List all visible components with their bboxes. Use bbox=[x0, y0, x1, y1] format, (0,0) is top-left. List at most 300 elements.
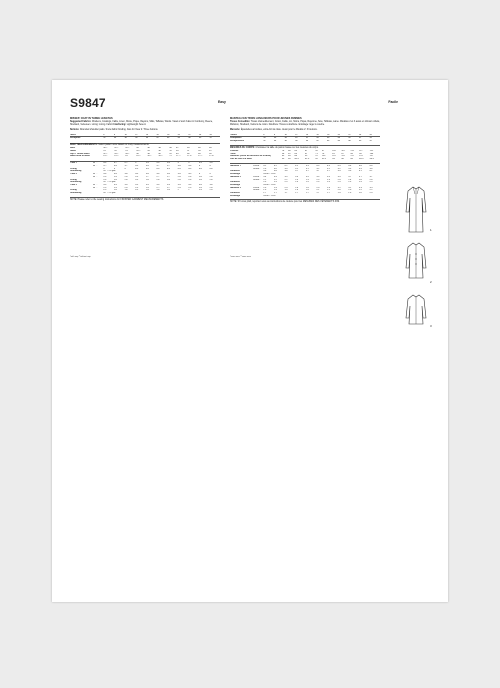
table-cell: 16 bbox=[316, 134, 327, 137]
table-cell: 2.5 bbox=[263, 181, 267, 184]
table-cell: 3.3 bbox=[348, 167, 352, 170]
row-label: Back-neck to waist bbox=[70, 155, 90, 158]
table-cell: 102 bbox=[332, 149, 336, 152]
row-sublabel: 115cm** bbox=[252, 165, 261, 168]
table-cell: 4 bbox=[113, 167, 116, 170]
french-fabrics bbox=[230, 121, 380, 127]
table-cell: 2⅝ bbox=[188, 178, 192, 181]
table-cell: 2.5 bbox=[316, 181, 320, 184]
table-cell: 33½ bbox=[114, 152, 119, 155]
table-cell: 32 bbox=[103, 137, 106, 140]
table-cell: 18 bbox=[327, 134, 338, 137]
table-cell: 5⅛ bbox=[209, 162, 213, 165]
table-cell: 4 bbox=[124, 167, 126, 170]
row-sublabel: 45"** bbox=[92, 162, 98, 165]
table-cell: 2.9 bbox=[273, 186, 277, 189]
table-cell: 3.2 bbox=[316, 167, 320, 170]
body-text: Choisissez la taille du patron basée sur les mesures du corps. bbox=[255, 147, 319, 150]
table-cell: 38 bbox=[147, 152, 150, 155]
table-cell: 40.5 bbox=[294, 158, 299, 161]
table-cell: 39 bbox=[198, 149, 201, 152]
table-cell: 3⅝ bbox=[103, 173, 107, 176]
table-cell: 1.9 bbox=[263, 189, 267, 192]
table-cell: 2.2 bbox=[369, 189, 373, 192]
table-cell: 83 bbox=[294, 149, 297, 152]
interfacing-label: Interfacing: bbox=[113, 123, 127, 126]
table-cell: 34 bbox=[273, 140, 277, 143]
table-cell: 2⅛ bbox=[188, 186, 192, 189]
table-cell: 2.2 bbox=[263, 178, 267, 181]
table-cell: 99 bbox=[359, 152, 362, 155]
table-cell: 88 bbox=[294, 155, 297, 158]
table-cell: 117 bbox=[359, 149, 363, 152]
table-cell: 4¾ bbox=[124, 162, 128, 165]
row-label: Entoilage bbox=[230, 173, 241, 176]
french-notions bbox=[230, 129, 380, 132]
table-cell: 16 bbox=[125, 155, 128, 158]
english-column bbox=[70, 118, 220, 201]
table-cell: 4⅜ bbox=[188, 167, 192, 170]
row-label: Entoilage bbox=[230, 183, 241, 186]
short-coat-icon bbox=[404, 292, 428, 332]
table-cell: 14 bbox=[146, 134, 157, 137]
table-cell: 2⅛ bbox=[135, 186, 139, 189]
table-cell: 2 bbox=[177, 189, 179, 192]
table-cell: 4⅝ bbox=[198, 167, 202, 170]
row-sublabel: 150cm** bbox=[252, 178, 261, 181]
table-cell: 26½ bbox=[136, 149, 141, 152]
table-cell: 42 bbox=[176, 147, 179, 150]
table-cell: 5⅛ bbox=[156, 162, 160, 165]
table-cell: 4.2 bbox=[284, 165, 288, 168]
english-measurement-table bbox=[70, 147, 220, 158]
table-cell: 40 bbox=[145, 137, 149, 140]
table-cell: 52 bbox=[209, 137, 212, 140]
table-cell: 1.9 bbox=[305, 189, 309, 192]
row-sublabel: 60"** bbox=[92, 165, 98, 168]
english-title: MISSES' COAT IN THREE LENGTHS bbox=[70, 117, 113, 120]
table-cell: 2⅜ bbox=[198, 186, 202, 189]
row-label: Doublure bbox=[230, 170, 240, 173]
table-cell: 44 bbox=[341, 158, 344, 161]
table-cell: 46 bbox=[177, 137, 180, 140]
table-cell: 23 bbox=[103, 149, 106, 152]
fabrics-text: Woolens, Coatings, Faille, Linen, Moire, Pique, Rayons, Silks, Taffetas, Wools. Views 2 and 3 also in Corduroy, Fleece, Shetland, Velveteen. Lining: Lining. Fabric bbox=[70, 120, 213, 126]
table-cell: 2⅜ bbox=[209, 186, 213, 189]
table-cell: 41.5 bbox=[304, 158, 310, 161]
row-label: Interfacing bbox=[70, 181, 82, 184]
table-cell: 102 bbox=[321, 155, 326, 158]
table-cell: 3⅝ bbox=[135, 173, 139, 176]
table-cell: 44 bbox=[350, 158, 353, 161]
table-cell: 2.5 bbox=[295, 181, 299, 184]
table-cell: 3⅝ bbox=[124, 173, 128, 176]
table-cell: 3.4 bbox=[273, 175, 277, 178]
table-cell: 5⅛ bbox=[198, 162, 202, 165]
table-cell: 3.6 bbox=[273, 170, 277, 173]
row-sublabel bbox=[93, 137, 104, 140]
table-cell: 1.9 bbox=[295, 189, 299, 192]
table-cell: 3⅝ bbox=[198, 183, 202, 186]
table-cell: 3½ bbox=[124, 165, 128, 168]
table-cell: 38 bbox=[158, 147, 161, 150]
table-cell: 26 bbox=[209, 134, 220, 137]
table-cell: 36 bbox=[147, 147, 150, 150]
table-cell: 2¼ bbox=[156, 186, 160, 189]
table-cell: 3⅛ bbox=[124, 183, 128, 186]
table-cell: 16½ bbox=[147, 155, 152, 158]
table-cell: 48 bbox=[337, 137, 340, 140]
table-cell: 2.5 bbox=[284, 181, 288, 184]
table-cell: 3.0 bbox=[273, 167, 277, 170]
table-cell: 2.3 bbox=[295, 178, 299, 181]
table-cell: 67 bbox=[304, 152, 308, 155]
table-cell: 3.6 bbox=[284, 170, 288, 173]
table-cell: 17¼ bbox=[176, 155, 181, 158]
row-label: Hip 9" below waist bbox=[70, 152, 90, 155]
table-cell: 34 bbox=[113, 137, 117, 140]
table-cell: 76 bbox=[321, 152, 325, 155]
table-cell: 3.5 bbox=[358, 167, 362, 170]
row-sublabel bbox=[253, 140, 264, 143]
table-cell: 2⅛ bbox=[145, 186, 149, 189]
table-cell: 3.4 bbox=[263, 175, 267, 178]
table-cell: 3⅞ bbox=[166, 173, 170, 176]
table-cell: 15½ bbox=[103, 155, 108, 158]
table-cell: 3⅛ bbox=[156, 183, 160, 186]
table-cell: 44 bbox=[316, 137, 319, 140]
table-cell: 2.5 bbox=[369, 181, 373, 184]
table-cell: 2.3 bbox=[326, 178, 330, 181]
french-yardage bbox=[230, 163, 380, 197]
table-cell: 32 bbox=[169, 149, 172, 152]
row-label: Entoilage bbox=[230, 194, 241, 197]
table-cell: 4.2 bbox=[273, 165, 277, 168]
table-cell: 1⅞ bbox=[124, 189, 128, 192]
table-cell: 44 bbox=[176, 152, 179, 155]
table-cell: 58 bbox=[281, 152, 285, 155]
table-cell: 3⅜ bbox=[145, 165, 149, 168]
table-cell: 92 bbox=[304, 155, 308, 158]
english-size-table bbox=[70, 134, 220, 140]
table-cell: 2⅜ bbox=[124, 175, 128, 178]
table-cell: 44 bbox=[326, 140, 330, 143]
table-cell: 2.1 bbox=[316, 189, 320, 192]
table-cell: 64 bbox=[294, 152, 297, 155]
table-cell: 38 bbox=[135, 137, 138, 140]
table-cell: 3.3 bbox=[358, 186, 362, 189]
table-cell: 2.4 bbox=[337, 178, 341, 181]
table-cell: 16 bbox=[156, 134, 167, 137]
table-cell: 51cm - 1.1m bbox=[263, 183, 276, 186]
table-cell: 112 bbox=[350, 149, 354, 152]
table-cell: 1⅞ bbox=[166, 189, 170, 192]
coat-view-3-drawing bbox=[402, 292, 440, 344]
table-cell: 2.2 bbox=[284, 178, 288, 181]
table-cell: 32½ bbox=[103, 152, 108, 155]
table-cell: 2.9 bbox=[284, 186, 288, 189]
table-cell: 1.9 bbox=[337, 192, 341, 195]
table-cell: 3⅝ bbox=[145, 173, 149, 176]
table-cell: 44 bbox=[166, 137, 170, 140]
row-sublabel: 45"** bbox=[92, 173, 98, 176]
row-sublabel bbox=[253, 195, 264, 198]
table-cell: 112 bbox=[341, 155, 345, 158]
table-cell: 10 bbox=[284, 134, 295, 137]
table-cell: 4.6 bbox=[348, 165, 352, 168]
table-cell: 2.5 bbox=[305, 181, 309, 184]
french-note: NOTE: S'il vous plaît, reportez-vous au instructions de couture pour les MESURES DES VÊTEMENTS FINI. bbox=[230, 199, 380, 204]
row-label: Européennes bbox=[230, 140, 245, 143]
french-title: MANTEAU EN TROIS LONGUEURS POUR JEUNES FEMMES bbox=[230, 117, 302, 120]
row-label: Coat 3 bbox=[70, 183, 77, 186]
table-cell: 4⅛ bbox=[145, 167, 149, 170]
table-cell: 2¼ bbox=[166, 186, 170, 189]
table-cell: 16¾ bbox=[158, 155, 163, 158]
table-cell: 18 bbox=[167, 134, 178, 137]
table-cell: 4.1 bbox=[358, 170, 362, 173]
sheet-header bbox=[70, 96, 430, 116]
table-cell: 1⅞ bbox=[103, 189, 107, 192]
table-cell: 32½ bbox=[125, 147, 130, 150]
row-sublabel: 60"** bbox=[92, 175, 98, 178]
fabrics-label: Tissus Conseillés: bbox=[230, 120, 251, 123]
table-cell: 2.2 bbox=[273, 178, 277, 181]
table-cell: 48 bbox=[198, 152, 201, 155]
body-title: BODY MEASUREMENTS: bbox=[70, 144, 98, 147]
table-cell: 87 bbox=[304, 149, 308, 152]
table-cell: 42 bbox=[315, 158, 318, 161]
table-cell: 3⅛ bbox=[113, 183, 117, 186]
table-cell: 2½ bbox=[166, 175, 170, 178]
row-label: Taille bbox=[230, 152, 236, 155]
table-cell: 4¾ bbox=[113, 162, 117, 165]
row-label: Interfacing bbox=[70, 170, 82, 173]
table-cell: 46 bbox=[198, 147, 201, 150]
table-cell: 3.9 bbox=[337, 170, 341, 173]
table-cell: 4⅜ bbox=[177, 167, 181, 170]
table-cell: 2⅝ bbox=[145, 178, 149, 181]
table-cell: 4.2 bbox=[295, 165, 299, 168]
table-cell: 8 bbox=[114, 134, 125, 137]
table-cell: 3.7 bbox=[295, 170, 299, 173]
table-cell: 1.7 bbox=[284, 192, 288, 195]
table-cell: 3.5 bbox=[305, 175, 309, 178]
table-cell: 4 bbox=[103, 167, 105, 170]
notions-label: Mercerie: bbox=[230, 128, 241, 131]
table-cell: 4 bbox=[198, 165, 201, 168]
table-cell: 3⅝ bbox=[209, 183, 213, 186]
table-cell: 2.0 bbox=[358, 192, 362, 195]
table-cell: 20" - 1⅛ yds. bbox=[103, 192, 117, 195]
table-cell: 3¼ bbox=[103, 165, 107, 168]
table-cell: 14 bbox=[306, 134, 317, 137]
table-cell: 42 bbox=[156, 137, 159, 140]
table-cell: 78 bbox=[281, 149, 285, 152]
table-cell: 1.7 bbox=[295, 192, 299, 195]
table-cell: 17½ bbox=[198, 155, 203, 158]
table-cell: 3⅛ bbox=[145, 183, 149, 186]
table-cell: 3.1 bbox=[305, 167, 309, 170]
table-cell: 2.3 bbox=[305, 178, 309, 181]
table-cell: 2⅜ bbox=[103, 175, 107, 178]
table-cell: 12 bbox=[295, 134, 306, 137]
body-text: Select pattern size based on body measurements. bbox=[98, 144, 150, 147]
coat-view-1-drawing bbox=[402, 184, 440, 236]
table-cell: 3⅝ bbox=[177, 165, 181, 168]
table-cell: 50 bbox=[358, 140, 362, 143]
table-cell: 34 bbox=[263, 137, 266, 140]
table-cell: 2⅜ bbox=[135, 175, 139, 178]
table-cell: 42.5 bbox=[321, 158, 327, 161]
table-cell: 122 bbox=[359, 155, 363, 158]
row-label: Coat 1 bbox=[70, 162, 77, 165]
table-cell: 3.7 bbox=[326, 170, 330, 173]
english-yardage bbox=[70, 161, 220, 195]
table-cell: 24 bbox=[114, 149, 117, 152]
table-cell: 16¼ bbox=[136, 155, 141, 158]
table-cell: 92 bbox=[315, 149, 318, 152]
english-footnote: *with nap **without nap bbox=[70, 256, 91, 258]
table-cell: 3⅜ bbox=[188, 183, 192, 186]
table-cell: 3.0 bbox=[284, 167, 288, 170]
table-cell: 1.7 bbox=[263, 192, 267, 195]
table-cell: 2.6 bbox=[369, 178, 373, 181]
table-cell: 3½ bbox=[156, 165, 160, 168]
row-label: Françaises bbox=[230, 137, 242, 140]
table-cell: 3.1 bbox=[295, 167, 299, 170]
table-cell: 2.1 bbox=[326, 189, 330, 192]
table-cell: 97 bbox=[315, 155, 318, 158]
table-cell: 2.5 bbox=[337, 181, 341, 184]
notions-text: Rounded shoulder pads. Snow fabric binding. Also for View 2: Three buttons. bbox=[79, 128, 159, 131]
table-cell: 2.5 bbox=[358, 181, 362, 184]
table-cell: 20 bbox=[337, 134, 348, 137]
table-cell: 20" - 1⅛ yds. bbox=[103, 170, 117, 173]
row-label: Poitrine bbox=[230, 149, 239, 152]
notions-text: Épaulettes arrondies, extra-fort de tissu. Aussi pour le Modèle 2: 3 boutons. bbox=[240, 128, 318, 131]
table-cell: 3.7 bbox=[305, 170, 309, 173]
table-cell: 41 bbox=[209, 149, 212, 152]
table-cell: 94 bbox=[350, 152, 353, 155]
table-cell: 5 bbox=[188, 162, 190, 165]
table-row bbox=[70, 192, 220, 195]
table-cell: 4.2 bbox=[263, 165, 267, 168]
table-cell: 2⅝ bbox=[209, 178, 213, 181]
table-cell: 46 bbox=[326, 137, 330, 140]
table-cell: 39 bbox=[281, 158, 285, 161]
table-cell: 3.5 bbox=[316, 175, 320, 178]
table-cell: 2.5 bbox=[326, 181, 330, 184]
table-cell: 44 bbox=[187, 147, 190, 150]
table-cell: 2.3 bbox=[316, 178, 320, 181]
table-cell: 2.0 bbox=[348, 189, 352, 192]
french-size-table bbox=[230, 134, 380, 143]
table-cell: 97 bbox=[321, 149, 325, 152]
table-cell: 4.6 bbox=[358, 165, 362, 168]
table-cell: 3.2 bbox=[326, 167, 330, 170]
table-cell: 26 bbox=[369, 134, 380, 137]
interfacing-text: Lightweight Sew-in bbox=[126, 123, 146, 126]
row-label: Manteau 3 bbox=[230, 186, 241, 189]
table-cell: 3⅜ bbox=[113, 165, 117, 168]
table-cell: 2 bbox=[188, 189, 190, 192]
table-cell: 50 bbox=[198, 137, 202, 140]
table-cell: 30½ bbox=[103, 147, 108, 150]
table-cell: 3½ bbox=[166, 165, 170, 168]
table-cell: 3⅛ bbox=[166, 183, 170, 186]
table-cell: 46 bbox=[337, 140, 340, 143]
table-cell: 2⅛ bbox=[177, 186, 181, 189]
table-cell: 48 bbox=[188, 137, 191, 140]
table-row bbox=[230, 158, 380, 161]
table-cell: 4⅝ bbox=[209, 167, 213, 170]
row-sublabel bbox=[93, 155, 104, 158]
table-cell: 3.5 bbox=[284, 175, 288, 178]
table-cell: 10 bbox=[124, 134, 135, 137]
row-sublabel: 60"** bbox=[92, 186, 98, 189]
table-cell: 2⅜ bbox=[113, 175, 117, 178]
body-title: MESURES DU CORPS: bbox=[230, 147, 255, 150]
english-fabrics bbox=[70, 121, 220, 127]
table-cell: 3⅞ bbox=[156, 173, 160, 176]
table-cell: 2⅝ bbox=[156, 178, 160, 181]
table-cell: 42 bbox=[305, 137, 309, 140]
row-sublabel: 45"** bbox=[92, 183, 98, 186]
row-sublabel: 150cm** bbox=[252, 167, 261, 170]
table-cell: 36 bbox=[273, 137, 277, 140]
row-label: Interfacing bbox=[70, 192, 82, 195]
coat-view-2-drawing bbox=[402, 240, 440, 292]
row-label: Dos de cou à la taille bbox=[230, 158, 252, 161]
table-cell: 46 bbox=[187, 152, 190, 155]
table-row bbox=[70, 155, 220, 158]
table-cell: 3⅛ bbox=[103, 183, 107, 186]
table-cell: 4⅛ bbox=[135, 167, 139, 170]
fabrics-label: Suggested Fabrics: bbox=[70, 120, 92, 123]
french-measurement-table bbox=[230, 150, 380, 161]
table-cell: 104 bbox=[369, 152, 374, 155]
table-cell: 36 bbox=[136, 152, 139, 155]
table-cell: 30 bbox=[158, 149, 161, 152]
table-cell: 107 bbox=[341, 149, 345, 152]
table-cell: 3.6 bbox=[263, 170, 267, 173]
table-cell: 38 bbox=[295, 140, 298, 143]
table-cell: 3.6 bbox=[369, 167, 373, 170]
table-cell: 48 bbox=[348, 140, 351, 143]
table-cell: 1⅞ bbox=[113, 189, 117, 192]
row-label: Doublure bbox=[230, 192, 240, 195]
table-cell: 2⅛ bbox=[103, 186, 107, 189]
table-cell: 2.4 bbox=[348, 178, 352, 181]
table-cell: 44.5 bbox=[369, 158, 374, 161]
table-cell: 3⅛ bbox=[135, 183, 139, 186]
table-cell: 1.7 bbox=[273, 192, 277, 195]
table-cell: 83 bbox=[281, 155, 285, 158]
row-sublabel bbox=[93, 192, 104, 195]
table-cell: 25 bbox=[125, 149, 128, 152]
table-cell: 52 bbox=[358, 137, 362, 140]
table-cell: 2.0 bbox=[337, 189, 341, 192]
table-cell: 87 bbox=[341, 152, 344, 155]
table-cell: 2.9 bbox=[305, 186, 309, 189]
table-cell: 5 bbox=[135, 162, 137, 165]
table-cell: 22 bbox=[348, 134, 359, 137]
table-cell: 1.9 bbox=[273, 189, 277, 192]
row-label: Lining bbox=[70, 167, 77, 170]
table-cell: 3⅜ bbox=[135, 165, 139, 168]
table-cell: 2⅝ bbox=[135, 178, 139, 181]
